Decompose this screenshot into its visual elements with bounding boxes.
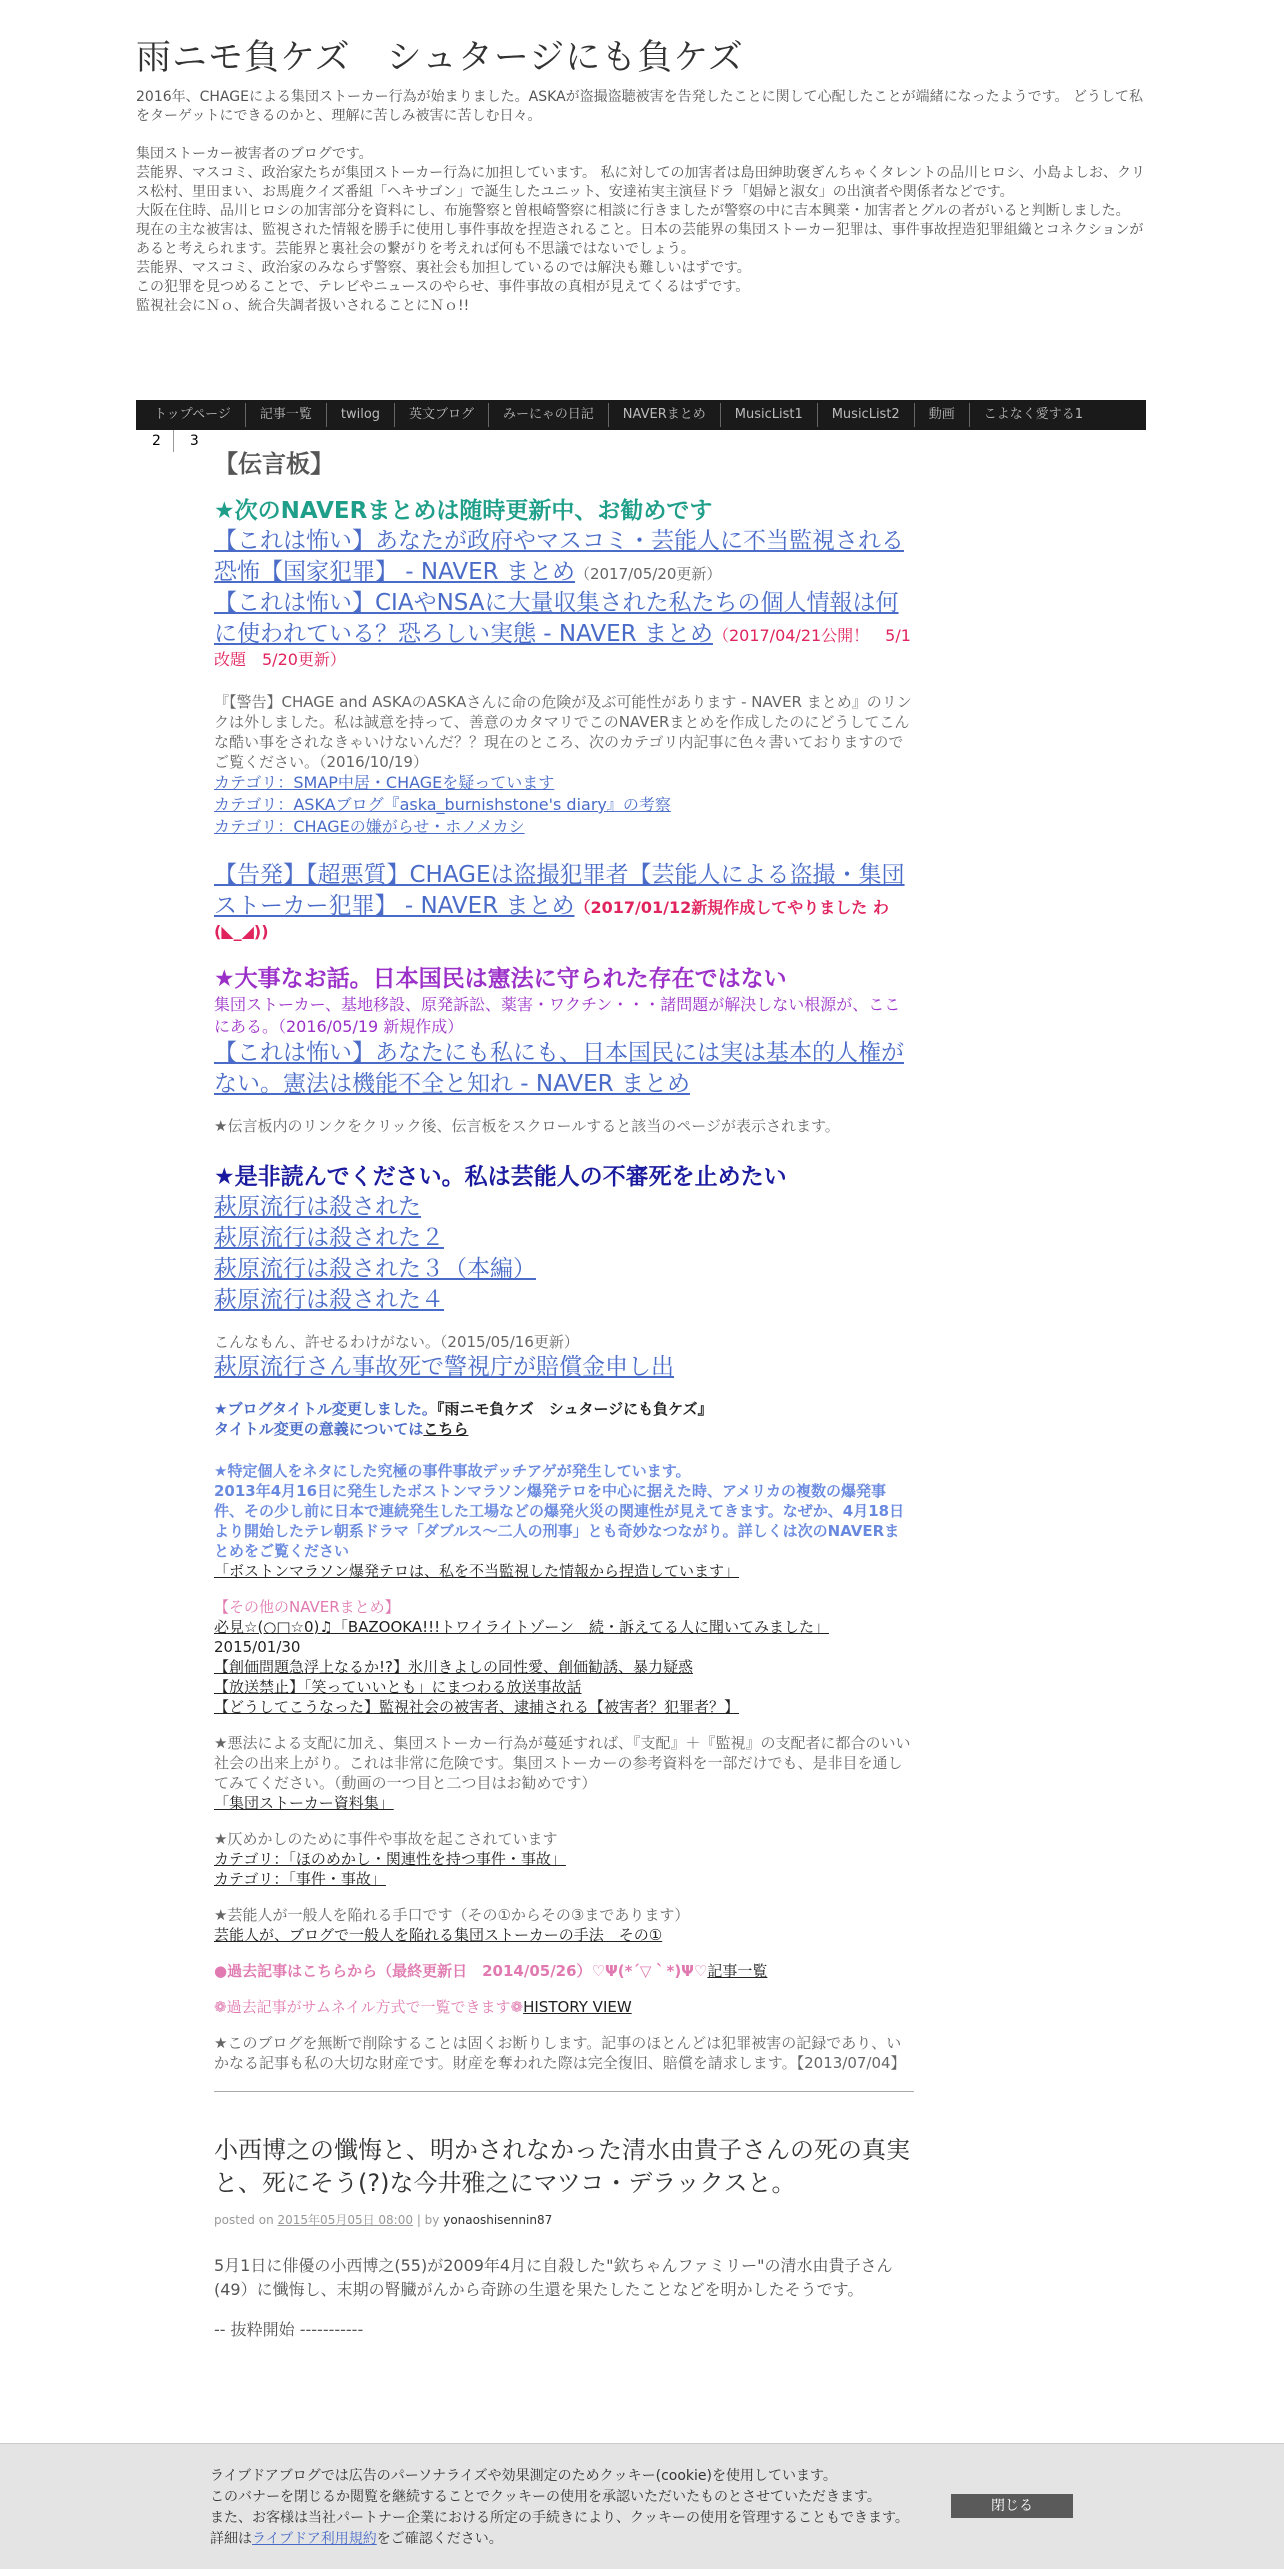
accuse-note: （2017/01/12新規作成してやりました わ(◣_◢)) <box>214 898 889 941</box>
copyright-text: ★このブログを無断で削除することは固くお断りします。記事のほとんどは犯罪被害の記録であり、いかなる記事も私の大切な財産です。財産を奪われた際は完全復旧、賠償を請求します。【2013/07/04】 <box>214 2034 906 2072</box>
naver-link-cia-nsa[interactable]: 【これは怖い】CIAやNSAに大量収集された私たちの個人情報は何に使われている？恐ろしい実態 - NAVER まとめ <box>214 590 899 647</box>
nav-item-naver[interactable]: NAVERまとめ <box>609 403 721 427</box>
nav-item-musiclist1[interactable]: MusicList1 <box>721 403 818 427</box>
hagiwara-link-4[interactable]: 萩原流行は殺された４ <box>214 1287 444 1313</box>
cookie-message: ライブドアブログでは広告のパーソナライズや効果測定のためクッキー(cookie)を使用しています。 このバナーを閉じるか閲覧を継続することでクッキーの使用を承認いただいたものとさせていただきます。 また、お客様は当社パートナー企業における所定の手続きにより、クッキーの使用を管理することもできます。 詳細は <box>210 2468 909 2547</box>
naver-link2-note: （2017/04/21公開！ 5/1改題 5/20更新） <box>214 626 911 669</box>
nav-item-video[interactable]: 動画 <box>915 403 970 427</box>
cookie-tail: をご確認ください。 <box>376 2531 503 2547</box>
tyranny-text: ★悪法による支配に加え、集団ストーカー行為が蔓延すれば、『支配』＋『監視』の支配者に都合のいい社会の出来上がり。これは非常に危険です。集団ストーカーの参考資料を一部だけでも、是非目を通してみてください。（動画の一つ目と二つ目はお勧めです） <box>214 1734 911 1792</box>
cookie-text <box>210 2466 909 2550</box>
history-view-link[interactable]: HISTORY VIEW <box>523 1998 632 2016</box>
nav-item-twilog[interactable]: twilog <box>327 403 395 427</box>
thumbnail-heading: ❁過去記事がサムネイル方式で一覧できます❁ <box>214 1998 524 2016</box>
past-articles-heading: ●過去記事はこちらから（最終更新日 2014/05/26）♡Ψ(*´▽｀*)Ψ♡ <box>214 1962 708 1980</box>
by-label: by <box>424 2213 440 2227</box>
trap-text: ★芸能人が一般人を陥れる手口です（その①からその③まであります） <box>214 1906 690 1924</box>
hagiwara-heading: ★是非読んでください。私は芸能人の不審死を止めたい <box>214 1164 787 1190</box>
constitution-link[interactable]: 【これは怖い】あなたにも私にも、日本国民には実は基本的人権がない。憲法は機能不全と知れ - NAVER まとめ <box>214 1040 904 1097</box>
main-content <box>214 448 914 2342</box>
stalker-materials-link[interactable]: 「集団ストーカー資料集」 <box>214 1794 394 1812</box>
nav-item-diary[interactable]: みーにゃの日記 <box>489 403 609 427</box>
nav-row2 <box>136 430 211 452</box>
post-date-link[interactable]: 2015年05月05日 08:00 <box>277 2213 413 2227</box>
hagiwara-note: こんなもん、許せるわけがない。（2015/05/16更新） <box>214 1333 579 1351</box>
other-naver-heading: 【その他のNAVERまとめ】 <box>214 1598 400 1616</box>
post-meta: posted on 2015年05月05日 08:00 | by yonaoshisennin87 <box>214 2213 553 2227</box>
title-change-label: ★ブログタイトル変更しました。 <box>214 1400 437 1418</box>
blog-header <box>136 30 1146 316</box>
hagiwara-link-2[interactable]: 萩原流行は殺された２ <box>214 1225 444 1251</box>
new-title: 『雨ニモ負ケズ シュタージにも負ケズ』 <box>436 1400 713 1418</box>
blog-description: 2016年、CHAGEによる集団ストーカー行為が始まりました。ASKAが盗撮盗聴被害を告発したことに関して心配したことが端緒になったようです。 どうして私をターゲットにできるのかと、理解に苦しみ被害に苦しむ日々。 集団ストーカー被害者のブログです。 芸能界、マスコミ、政治家たちが集団ストーカー行為に加担しています。 私に対しての加害者は島田紳助褒ぎんちゃくタレントの品川ヒロシ、小島よしお、クリス松村、里田まい、お馬鹿クイズ番組「ヘキサゴン」で誕生したユニット、安達祐実主演昼ドラ「娼婦と淑女」の出演者や関係者などです。 大阪在住時、品川ヒロシの加害部分を資料にし、布施警察と曽根崎警察に相談に行きましたが警察の中に吉本興業・加害者とグルの者がいると判断しました。 現在の主な被害は、監視された情報を勝手に使用し事件事故を捏造されること。日本の芸能界の集団ストーカー犯罪は、事件事故捏造犯罪組織とコネクションがあると考えられます。芸能界と裏社会の繋がりを考えれば何も不思議ではないでしょう。 芸能界、マスコミ、政治家のみならず警察、裏社会も加担しているのでは解決も難しいはずです。 この犯罪を見つめることで、テレビやニュースのやらせ、事件事故の真相が見えてくるはずです。 監視社会にＮｏ、統合失調者扱いされることにＮｏ!! <box>136 89 1146 314</box>
hagiwara-link-5[interactable]: 萩原流行さん事故死で警視庁が賠償金申し出 <box>214 1354 674 1380</box>
cookie-banner <box>0 2443 1284 2569</box>
hint-category-link-2[interactable]: カテゴリ：「事件・事故」 <box>214 1870 386 1888</box>
other-link-iitomo[interactable]: 【放送禁止】「笑っていいとも」にまつわる放送事故話 <box>214 1678 582 1696</box>
divider <box>214 2091 914 2092</box>
accuse-link[interactable]: 【告発】【超悪質】CHAGEは盗撮犯罪者【芸能人による盗撮・集団ストーカー犯罪】 - NAVER まとめ <box>214 862 905 919</box>
title-change-meaning: タイトル変更の意義については <box>214 1420 424 1438</box>
category-link-smap[interactable]: カテゴリ：SMAP中居・CHAGEを疑っています <box>214 773 555 792</box>
other-link-bazooka[interactable]: 必見☆(○□☆0)♫「BAZOOKA!!!トワイライトゾーン 続・訴えてる人に聞いてみました」 <box>214 1618 829 1636</box>
hagiwara-link-3[interactable]: 萩原流行は殺された３（本編） <box>214 1256 536 1282</box>
other-link-surveillance-victim[interactable]: 【どうしてこうなった】監視社会の被害者、逮捕される【被害者？犯罪者？】 <box>214 1698 740 1716</box>
other-date: 2015/01/30 <box>214 1638 301 1656</box>
constitution-text: 集団ストーカー、基地移設、原発訴訟、薬害・ワクチン・・・諸問題が解決しない根源が、ここにある。（2016/05/19 新規作成） <box>214 995 901 1036</box>
scroll-note: ★伝言板内のリンクをクリック後、伝言板をスクロールすると該当のページが表示されます。 <box>214 1117 840 1135</box>
nav-item-favorite1[interactable]: こよなく愛する1 <box>983 407 1083 422</box>
post-author-link[interactable]: yonaoshisennin87 <box>443 2213 553 2227</box>
hint-text: ★仄めかしのために事件や事故を起こされています <box>214 1830 558 1848</box>
global-nav <box>136 400 1146 430</box>
hint-category-link-1[interactable]: カテゴリ：「ほのめかし・関連性を持つ事件・事故」 <box>214 1850 566 1868</box>
nav-item-musiclist2[interactable]: MusicList2 <box>818 403 915 427</box>
trap-link[interactable]: 芸能人が、ブログで一般人を陥れる集団ストーカーの手法 その① <box>214 1926 663 1944</box>
naver-heading: ★次のNAVERまとめは随時更新中、お勧めです <box>214 498 713 524</box>
post-body-paragraph: 5月1日に俳優の小西博之(55)が2009年4月に自殺した"欽ちゃんファミリー"の清水由貴子さん(49）に懺悔し、末期の腎臓がんから奇跡の生還を果たしたことなどを明かしたそうです。 <box>214 2256 893 2299</box>
other-link-hikawa[interactable]: 【創価問題急浮上なるか!?】氷川きよしの同性愛、創価勧誘、暴力疑惑 <box>214 1658 693 1676</box>
nav-item-articles[interactable]: 記事一覧 <box>246 403 327 427</box>
constitution-heading: ★大事なお話。日本国民は憲法に守られた存在ではない <box>214 966 787 992</box>
title-change-link[interactable]: こちら <box>423 1420 469 1438</box>
boston-link[interactable]: 「ボストンマラソン爆発テロは、私を不当監視した情報から捏造しています」 <box>214 1562 740 1580</box>
posted-on-label: posted on <box>214 2213 274 2227</box>
article-list-link[interactable]: 記事一覧 <box>707 1962 768 1980</box>
hagiwara-link-1[interactable]: 萩原流行は殺された <box>214 1194 421 1220</box>
blog-title[interactable]: 雨ニモ負ケズ シュタージにも負ケズ <box>136 38 744 78</box>
board-title: 【伝言板】 <box>214 450 334 478</box>
terms-link[interactable]: ライブドア利用規約 <box>252 2531 377 2547</box>
naver-link-surveillance[interactable]: 【これは怖い】あなたが政府やマスコミ・芸能人に不当監視される恐怖【国家犯罪】 - NAVER まとめ <box>214 528 904 585</box>
frame-text: 2013年4月16日に発生したボストンマラソン爆発テロを中心に据えた時、アメリカの複数の爆発事件、その少し前に日本で連続発生した工場などの爆発火災の関連性が見えてきます。なぜか、4月18日より開始したテレ朝系ドラマ「ダブルス～二人の刑事」とも奇妙なつながり。詳しくは次のNAVERまとめをご覧ください <box>214 1482 905 1560</box>
post-excerpt-start: -- 抜粋開始 ----------- <box>214 2320 364 2339</box>
warning-text: 『【警告】CHAGE and ASKAのASKAさんに命の危険が及ぶ可能性があります - NAVER まとめ』のリンクは外しました。私は誠意を持って、善意のカタマリでこのNAVERまとめを作成したのにどうしてこんな酷い事をされなきゃいけないんだ？？現在のところ、次のカテゴリ内記事に色々書いておりますのでご覧ください。（2016/10/19） <box>214 693 912 771</box>
nav-item-english-blog[interactable]: 英文ブログ <box>395 403 489 427</box>
nav-item-top[interactable]: トップページ <box>140 403 246 427</box>
post-title[interactable]: 小西博之の懺悔と、明かされなかった清水由貴子さんの死の真実と、死にそう(?)な今井雅之にマツコ・デラックスと。 <box>214 2136 910 2197</box>
frame-heading: ★特定個人をネタにした究極の事件事故デッチアゲが発生しています。 <box>214 1462 691 1480</box>
nav-item-3[interactable]: 3 <box>173 430 211 452</box>
cookie-close-button[interactable]: 閉じる <box>951 2494 1073 2518</box>
category-link-aska-blog[interactable]: カテゴリ：ASKAブログ『aska_burnishstone's diary』の考察 <box>214 795 671 814</box>
nav-item-2[interactable]: 2 <box>152 433 161 449</box>
naver-link1-note: （2017/05/20更新） <box>574 565 722 583</box>
category-link-chage[interactable]: カテゴリ：CHAGEの嫌がらせ・ホノメカシ <box>214 817 525 836</box>
